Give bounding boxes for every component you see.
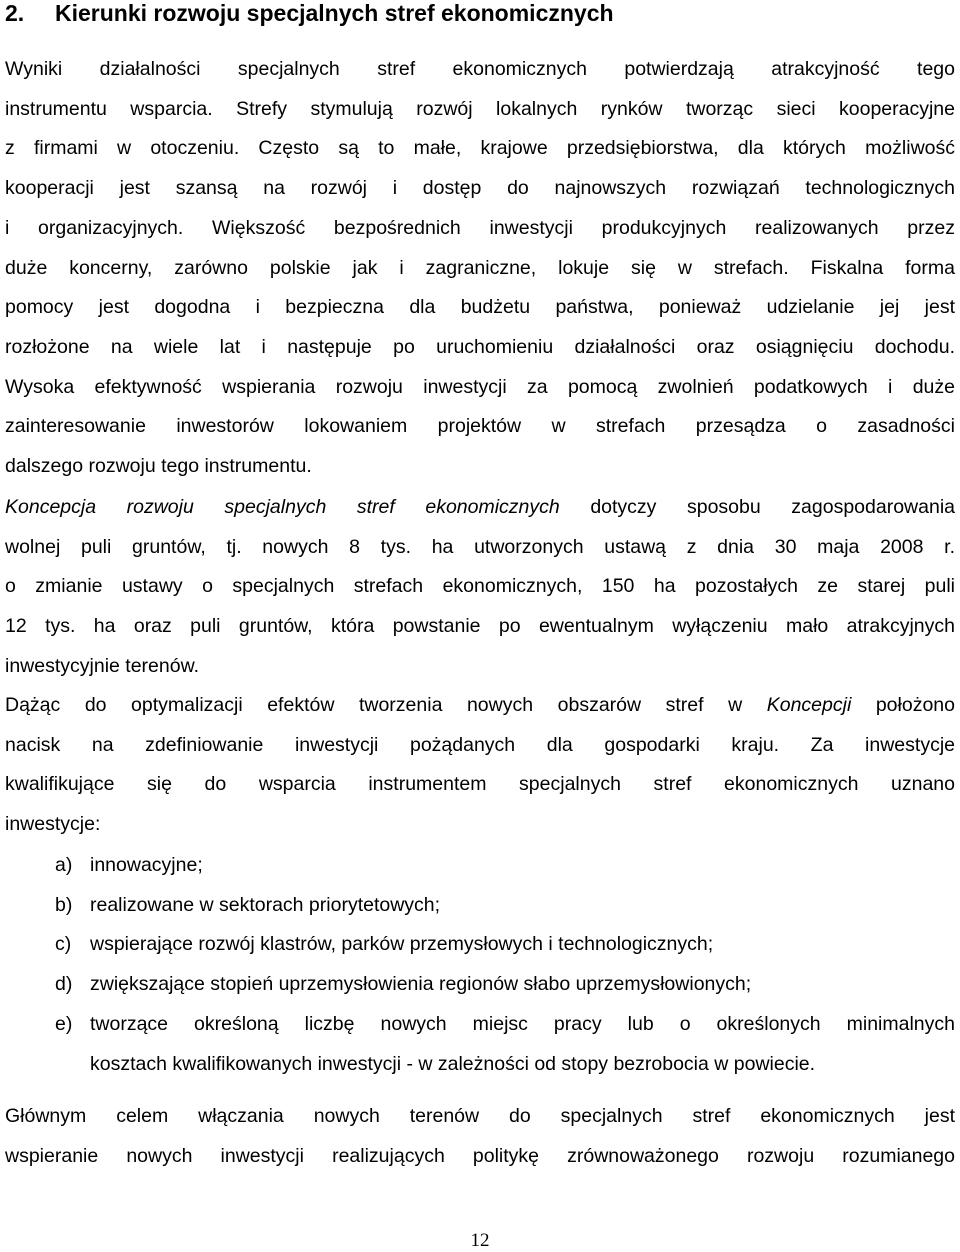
list-marker: b) <box>55 893 73 916</box>
paragraph-line: rozłożone na wiele lat i następuje po uruchomieniu działalności oraz osiągnięciu dochodu. <box>5 335 955 358</box>
paragraph-line: duże koncerny, zarówno polskie jak i zagraniczne, lokuje się w strefach. Fiskalna forma <box>5 256 955 279</box>
list-marker: c) <box>55 933 72 956</box>
list-item <box>5 1005 955 1084</box>
list-item-text: innowacyjne; <box>90 854 203 876</box>
paragraph-line: wspieranie nowych inwestycji realizujących politykę zrównoważonego rozwoju rozumianego <box>5 1144 955 1167</box>
paragraph-4 <box>5 1097 955 1176</box>
paragraph-line: instrumentu wsparcia. Strefy stymulują rozwój lokalnych rynków tworząc sieci kooperacyjne <box>5 97 955 120</box>
paragraph-line: kwalifikujące się do wsparcia instrumentem specjalnych stref ekonomicznych uznano <box>5 773 955 796</box>
criteria-list <box>5 846 955 1084</box>
paragraph-line: 12 tys. ha oraz puli gruntów, która powstanie po ewentualnym wyłączeniu mało atrakcyjnych <box>5 615 955 638</box>
section-number: 2. <box>5 0 25 26</box>
list-marker: e) <box>55 1012 73 1035</box>
list-item-text: kosztach kwalifikowanych inwestycji - w zależności od stopy bezrobocia w powiecie. <box>90 1052 816 1075</box>
paragraph-line: pomocy jest dogodna i bezpieczna dla budżetu państwa, ponieważ udzielanie jej jest <box>5 296 955 319</box>
list-item <box>5 846 955 886</box>
list-marker: d) <box>55 973 73 996</box>
list-item <box>5 925 955 965</box>
paragraph-2 <box>5 488 955 687</box>
list-item-text: tworzące określoną liczbę nowych miejsc pracy lub o określonych minimalnych <box>90 1012 955 1035</box>
paragraph-line: dalszego rozwoju tego instrumentu. <box>5 455 312 478</box>
paragraph-line: z firmami w otoczeniu. Często są to małe, krajowe przedsiębiorstwa, dla których możliwość <box>5 137 955 160</box>
paragraph-line: Wyniki działalności specjalnych stref ekonomicznych potwierdzają atrakcyjność tego <box>5 58 955 80</box>
paragraph-line: o zmianie ustawy o specjalnych strefach ekonomicznych, 150 ha pozostałych ze starej puli <box>5 575 955 598</box>
list-marker: a) <box>55 854 73 876</box>
paragraph-text: dotyczy sposobu zagospodarowania <box>559 496 955 518</box>
paragraph-text: położono <box>851 694 955 716</box>
list-item <box>5 965 955 1005</box>
paragraph-3 <box>5 686 955 845</box>
paragraph-line: inwestycyjnie terenów. <box>5 654 200 677</box>
section-heading <box>5 0 614 26</box>
section-title: Kierunki rozwoju specjalnych stref ekonomicznych <box>55 0 614 26</box>
paragraph-line: wolnej puli gruntów, tj. nowych 8 tys. ha utworzonych ustawą z dnia 30 maja 2008 r. <box>5 535 955 558</box>
list-item-text: wspierające rozwój klastrów, parków przemysłowych i technologicznych; <box>90 933 714 956</box>
paragraph-line: zainteresowanie inwestorów lokowaniem projektów w strefach przesądza o zasadności <box>5 415 955 438</box>
paragraph-line: i organizacyjnych. Większość bezpośrednich inwestycji produkcyjnych realizowanych przez <box>5 216 955 239</box>
paragraph-1 <box>5 50 955 487</box>
paragraph-line <box>5 686 955 726</box>
page-number: 12 <box>470 1230 490 1251</box>
paragraph-line: nacisk na zdefiniowanie inwestycji pożądanych dla gospodarki kraju. Za inwestycje <box>5 733 955 756</box>
paragraph-text: Dążąc do optymalizacji efektów tworzenia nowych obszarów stref w <box>5 694 767 716</box>
paragraph-line: Wysoka efektywność wspierania rozwoju inwestycji za pomocą zwolnień podatkowych i duże <box>5 375 955 398</box>
italic-term: Koncepcji <box>766 694 852 716</box>
list-item-text: zwiększające stopień uprzemysłowienia regionów słabo uprzemysłowionych; <box>90 973 752 996</box>
list-item-text: realizowane w sektorach priorytetowych; <box>90 893 441 916</box>
paragraph-line: Głównym celem włączania nowych terenów do specjalnych stref ekonomicznych jest <box>5 1105 955 1127</box>
list-item <box>5 886 955 926</box>
italic-title: Koncepcja rozwoju specjalnych stref ekonomicznych <box>5 496 560 518</box>
paragraph-line: kooperacji jest szansą na rozwój i dostęp do najnowszych rozwiązań technologicznych <box>5 177 955 200</box>
paragraph-line <box>5 488 955 528</box>
paragraph-line: inwestycje: <box>5 813 101 836</box>
